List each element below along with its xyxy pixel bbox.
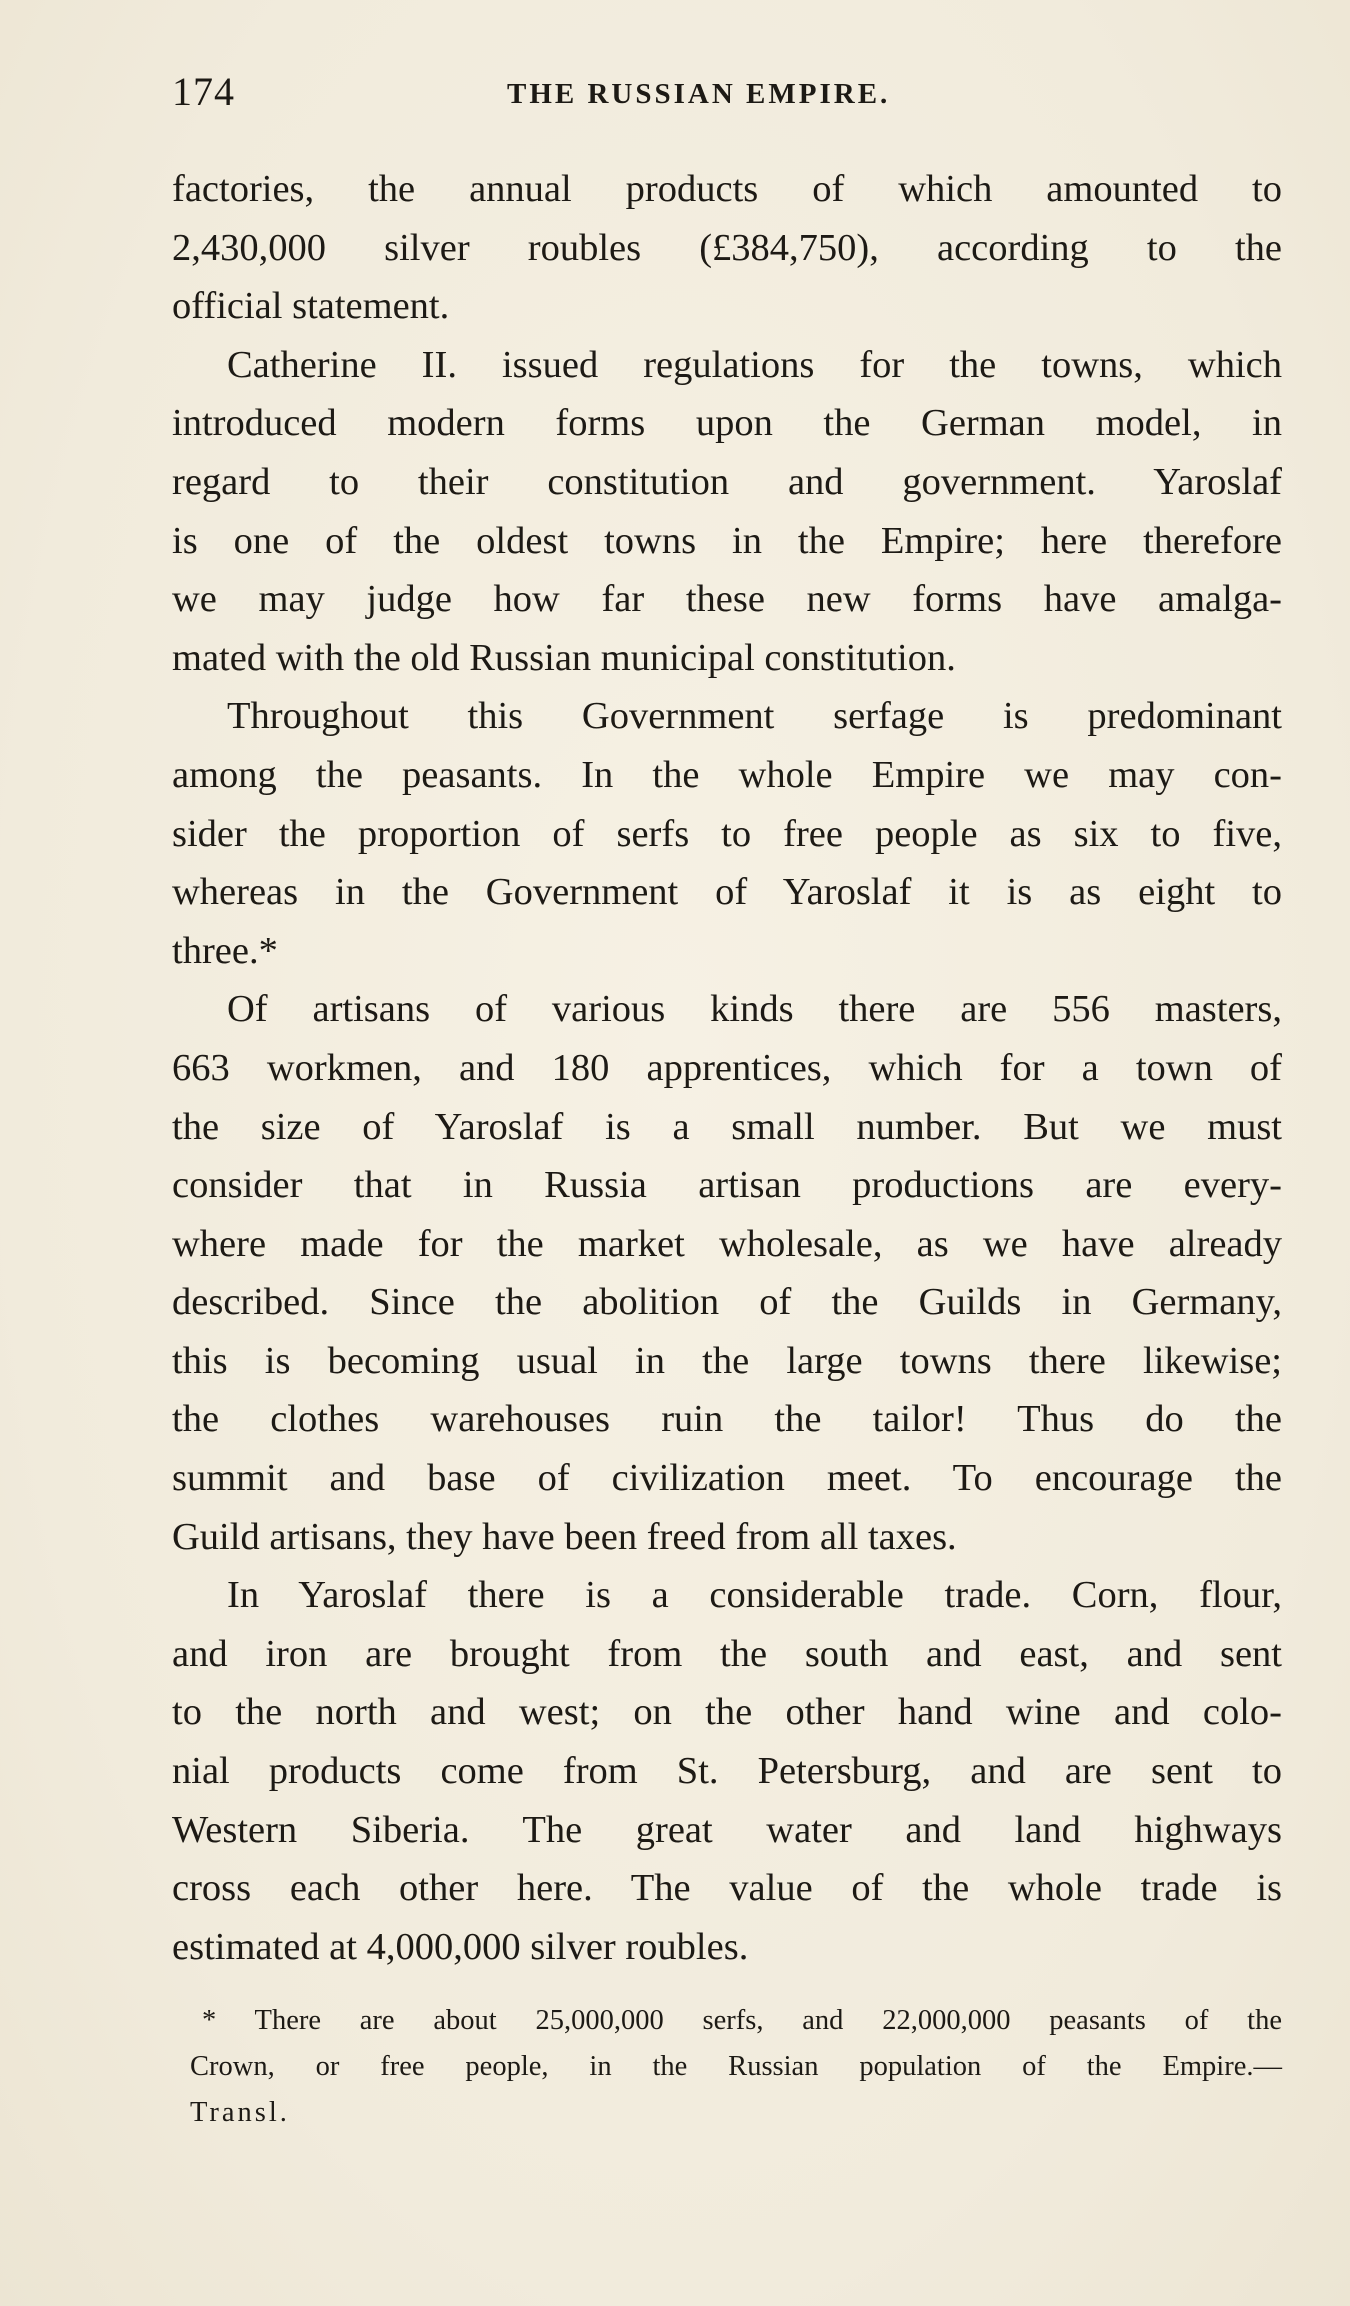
text-line: cross each other here. The value of the whole trade is [172, 1867, 1282, 1910]
text-line: sider the proportion of serfs to free people as six to five, [172, 812, 1282, 855]
text-line: nial products come from St. Petersburg, and are sent to [172, 1750, 1282, 1793]
text-line: among the peasants. In the whole Empire we may con- [172, 753, 1282, 796]
text-line: the size of Yaroslaf is a small number. But we must [172, 1105, 1282, 1148]
body-text [172, 160, 1282, 1976]
text-line: estimated at 4,000,000 silver roubles. [172, 1925, 749, 1968]
text-line: 663 workmen, and 180 apprentices, which for a town of [172, 1046, 1282, 1089]
text-line: and iron are brought from the south and east, and sent [172, 1632, 1282, 1675]
text-line: introduced modern forms upon the German model, in [172, 402, 1282, 445]
text-line: Western Siberia. The great water and land highways [172, 1808, 1282, 1851]
text-line: factories, the annual products of which amounted to [172, 168, 1282, 210]
text-line: summit and base of civilization meet. To encourage the [172, 1457, 1282, 1500]
text-line: Guild artisans, they have been freed from all taxes. [172, 1515, 957, 1558]
text-line: whereas in the Government of Yaroslaf it is as eight to [172, 871, 1282, 914]
text-line: is one of the oldest towns in the Empire; here therefore [172, 519, 1282, 562]
footnote-line: Crown, or free people, in the Russian population of the Empire.— [190, 2051, 1282, 2082]
page-header [172, 68, 1172, 118]
text-line: to the north and west; on the other hand wine and colo- [172, 1691, 1282, 1734]
text-line: Throughout this Government serfage is predominant [227, 695, 1282, 738]
text-line: 2,430,000 silver roubles (£384,750), according to the [172, 226, 1282, 269]
text-line: where made for the market wholesale, as we have already [172, 1222, 1282, 1265]
footnote-line: * There are about 25,000,000 serfs, and 22,000,000 peasants of the [202, 2005, 1282, 2036]
text-line: mated with the old Russian municipal constitution. [172, 636, 956, 679]
text-line: described. Since the abolition of the Guilds in Germany, [172, 1281, 1282, 1324]
text-line: official statement. [172, 285, 450, 328]
footnote [190, 1998, 1282, 2136]
text-line: regard to their constitution and government. Yaroslaf [172, 460, 1282, 503]
text-line: Of artisans of various kinds there are 556 masters, [227, 988, 1282, 1031]
text-line: In Yaroslaf there is a considerable trade. Corn, flour, [227, 1574, 1282, 1617]
running-head: THE RUSSIAN EMPIRE. [507, 78, 891, 110]
text-line: Catherine II. issued regulations for the towns, which [227, 343, 1282, 386]
text-line: the clothes warehouses ruin the tailor! Thus do the [172, 1398, 1282, 1441]
page-number: 174 [172, 69, 235, 114]
text-line: consider that in Russia artisan productions are every- [172, 1164, 1282, 1207]
text-line: this is becoming usual in the large towns there likewise; [172, 1339, 1282, 1382]
text-line: three.* [172, 929, 278, 972]
text-line: we may judge how far these new forms have amalga- [172, 578, 1282, 621]
footnote-line: Transl. [190, 2097, 290, 2128]
